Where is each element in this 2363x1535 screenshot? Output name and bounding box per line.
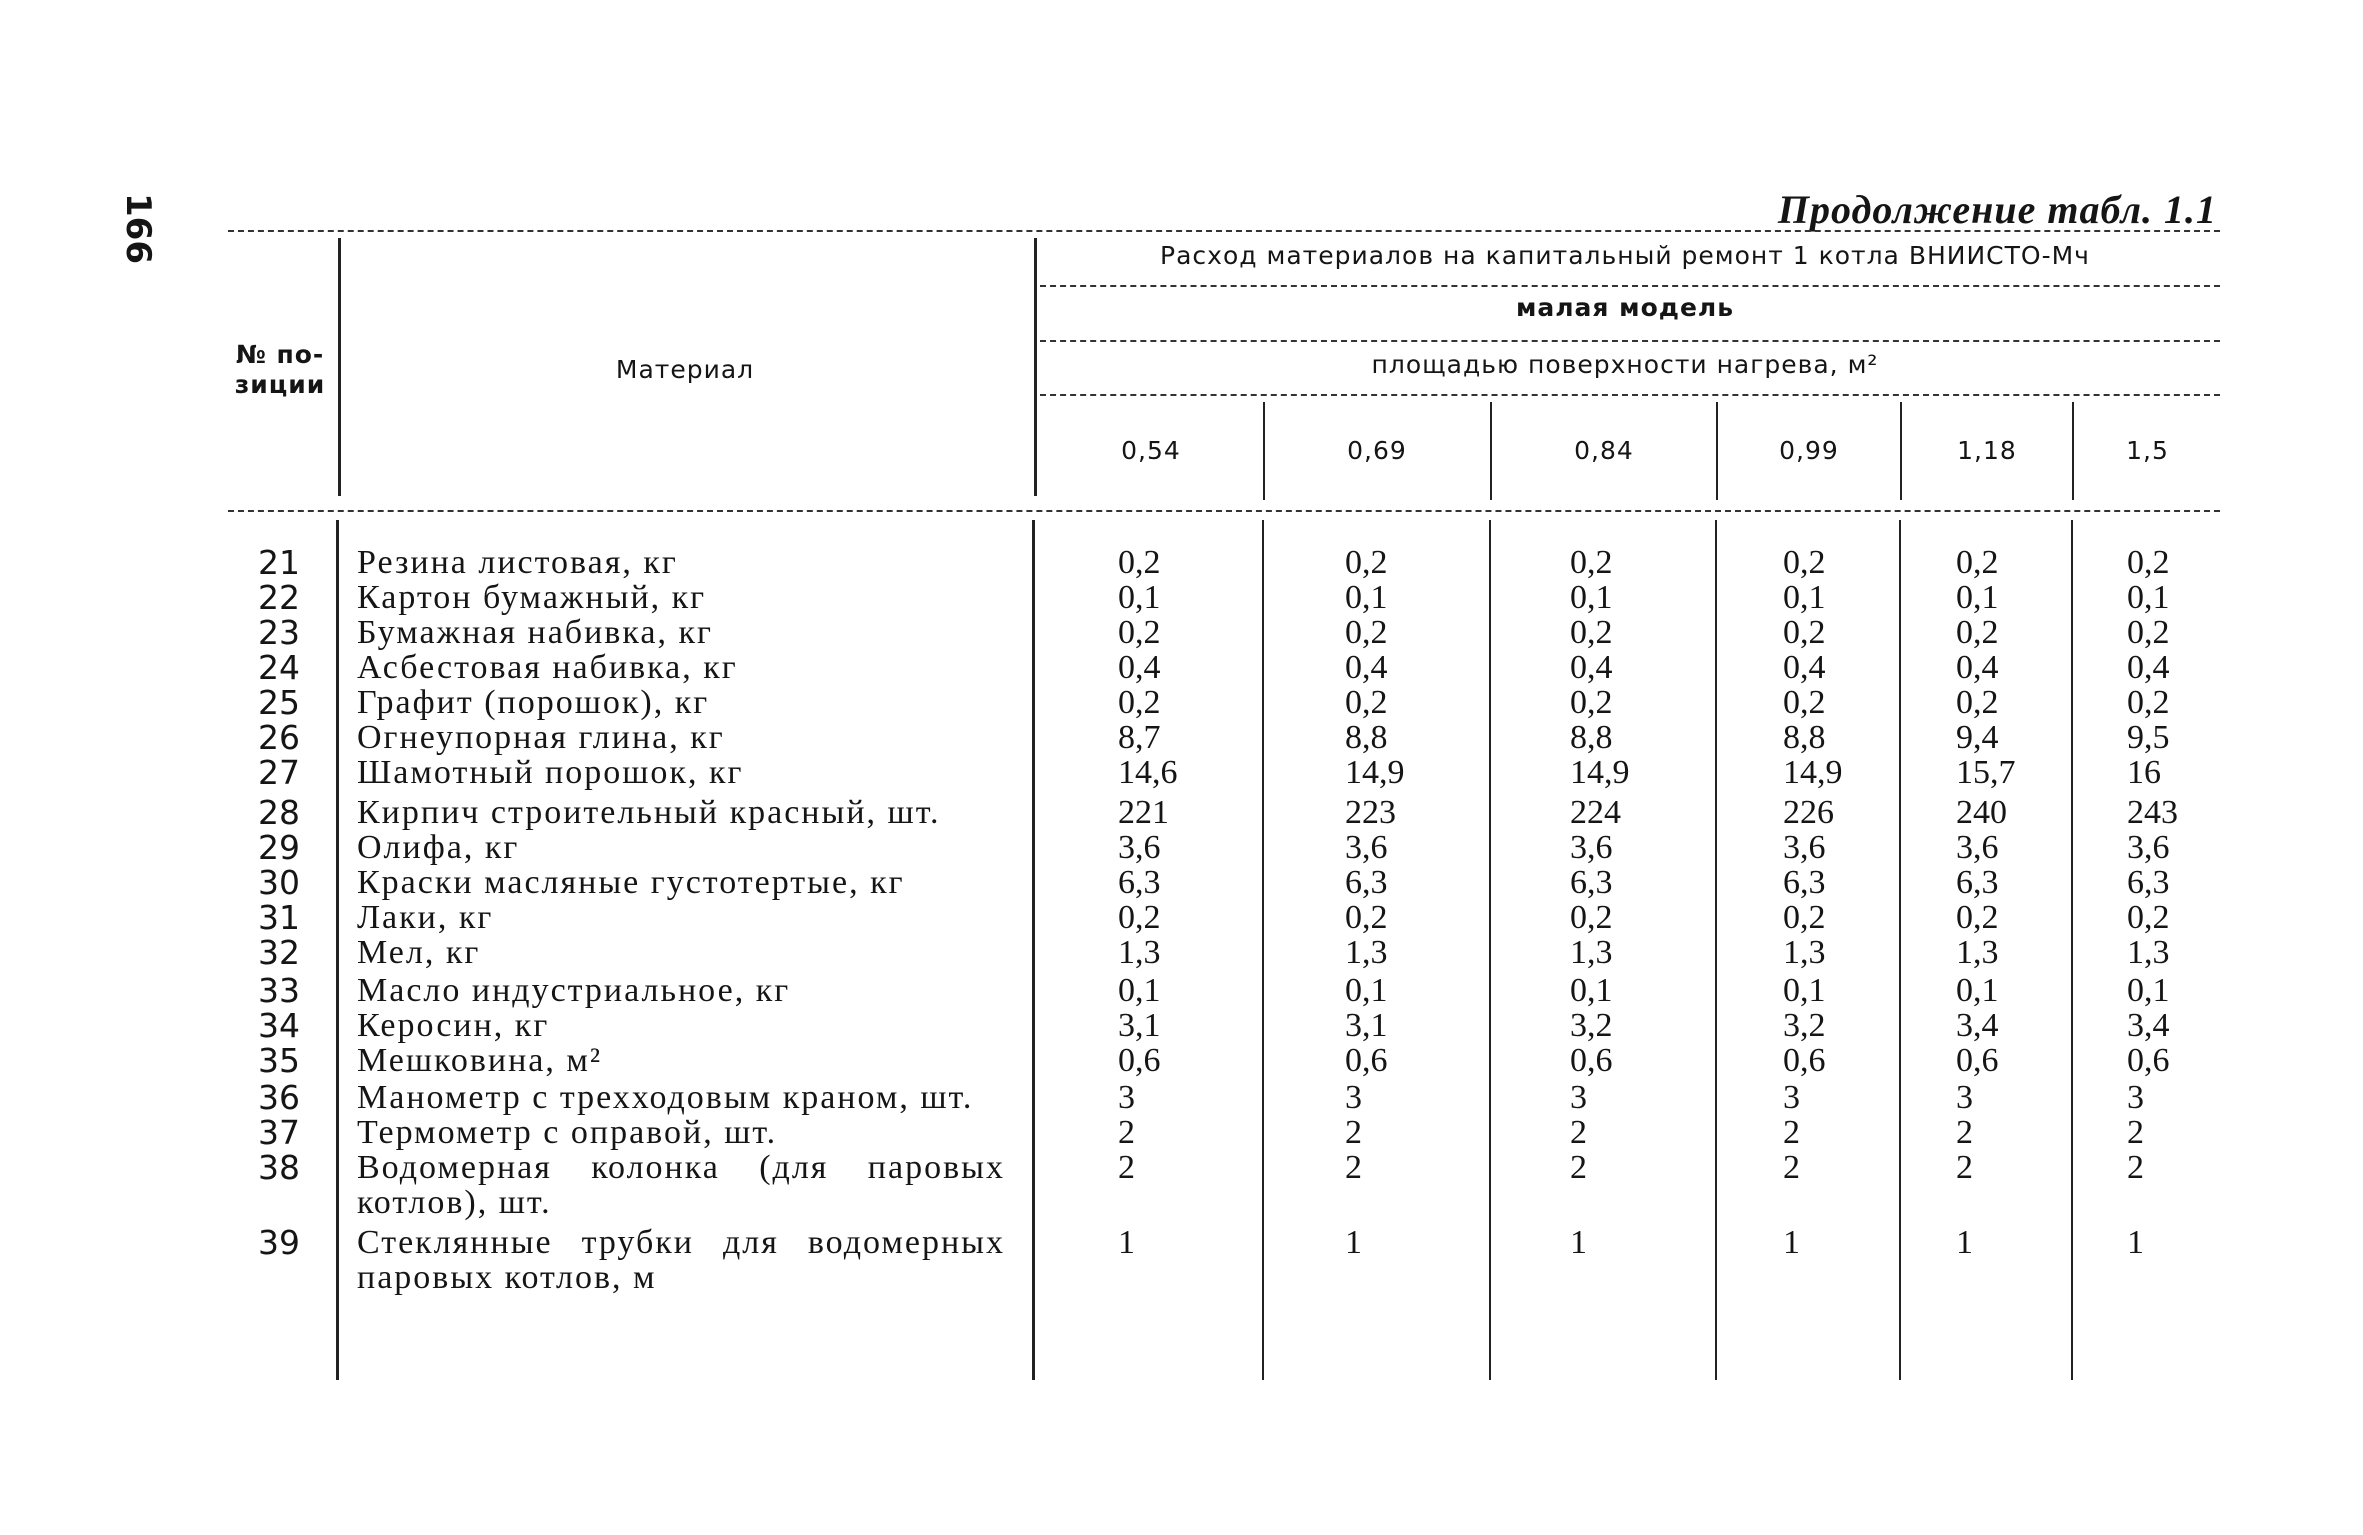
value-cell: 1: [1570, 1224, 1587, 1261]
material-name: Огнеупорная глина, кг: [357, 719, 725, 756]
value-cell: 3,1: [1345, 1007, 1388, 1044]
value-cell: 3,2: [1783, 1007, 1826, 1044]
value-cell: 6,3: [1570, 864, 1613, 901]
value-cell: 0,1: [1956, 972, 1999, 1009]
col-divider-4: [1490, 402, 1492, 500]
value-cell: 0,2: [1783, 614, 1826, 651]
value-cell: 2: [1783, 1114, 1800, 1151]
value-cell: 8,8: [1783, 719, 1826, 756]
value-cell: 2: [1345, 1149, 1362, 1186]
position-number: 28: [258, 793, 300, 832]
value-cell: 3: [1118, 1079, 1135, 1116]
value-cell: 0,1: [1783, 972, 1826, 1009]
value-cell: 1,3: [1783, 934, 1826, 971]
value-cell: 0,2: [2127, 899, 2170, 936]
material-name: Водомерная колонка (для паровых котлов), шт.: [357, 1149, 1005, 1221]
position-number: 39: [258, 1223, 300, 1262]
value-cell: 0,2: [1118, 899, 1161, 936]
material-name: Графит (порошок), кг: [357, 684, 710, 721]
position-number: 38: [258, 1148, 300, 1187]
position-number: 32: [258, 933, 300, 972]
value-cell: 3,6: [1118, 829, 1161, 866]
value-cell: 0,4: [1783, 649, 1826, 686]
material-name: Шамотный порошок, кг: [357, 754, 744, 791]
value-cell: 8,8: [1345, 719, 1388, 756]
area-column-2: 0,84: [1574, 436, 1634, 465]
value-cell: 0,2: [1570, 684, 1613, 721]
value-cell: 0,2: [2127, 544, 2170, 581]
table-caption: Продолжение табл. 1.1: [1777, 187, 2217, 232]
value-cell: 2: [1570, 1114, 1587, 1151]
material-name: Кирпич строительный красный, шт.: [357, 794, 941, 831]
value-cell: 1,3: [1570, 934, 1613, 971]
value-cell: 0,2: [1345, 544, 1388, 581]
value-cell: 0,1: [2127, 579, 2170, 616]
position-number: 21: [258, 543, 300, 582]
value-cell: 3: [1783, 1079, 1800, 1116]
col-divider-1-body: [336, 520, 339, 1380]
value-cell: 9,5: [2127, 719, 2170, 756]
value-cell: 240: [1956, 794, 2007, 831]
value-cell: 1,3: [2127, 934, 2170, 971]
value-cell: 0,2: [1956, 544, 1999, 581]
value-cell: 0,1: [1570, 579, 1613, 616]
value-cell: 0,1: [2127, 972, 2170, 1009]
value-cell: 0,2: [1570, 544, 1613, 581]
value-cell: 1: [2127, 1224, 2144, 1261]
material-name: Мел, кг: [357, 934, 481, 971]
value-cell: 3,2: [1570, 1007, 1613, 1044]
value-cell: 1: [1956, 1224, 1973, 1261]
material-name: Манометр с трехходовым краном, шт.: [357, 1079, 974, 1116]
value-cell: 0,4: [1570, 649, 1613, 686]
value-cell: 1: [1345, 1224, 1362, 1261]
material-name: Керосин, кг: [357, 1007, 550, 1044]
value-cell: 0,2: [1118, 614, 1161, 651]
value-cell: 226: [1783, 794, 1834, 831]
value-cell: 8,8: [1570, 719, 1613, 756]
col-divider-7: [2072, 402, 2074, 500]
material-name: Резина листовая, кг: [357, 544, 678, 581]
value-cell: 243: [2127, 794, 2178, 831]
material-name: Стеклянные трубки для водомерных паровых котлов, м: [357, 1224, 1005, 1296]
value-cell: 0,2: [1570, 614, 1613, 651]
value-cell: 0,6: [1570, 1042, 1613, 1079]
material-name: Лаки, кг: [357, 899, 494, 936]
value-cell: 0,2: [2127, 684, 2170, 721]
value-cell: 16: [2127, 754, 2161, 791]
value-cell: 14,9: [1570, 754, 1630, 791]
value-cell: 0,6: [1956, 1042, 1999, 1079]
area-column-3: 0,99: [1779, 436, 1839, 465]
value-cell: 0,4: [1118, 649, 1161, 686]
material-name: Мешковина, м²: [357, 1042, 603, 1079]
value-cell: 6,3: [2127, 864, 2170, 901]
rule-top: [228, 230, 2220, 232]
rule-band3: [1040, 394, 2220, 396]
col-divider-7-body: [2071, 520, 2073, 1380]
value-cell: 0,1: [1956, 579, 1999, 616]
value-cell: 0,2: [1118, 544, 1161, 581]
col-divider-3: [1263, 402, 1265, 500]
value-cell: 2: [1783, 1149, 1800, 1186]
value-cell: 3: [1570, 1079, 1587, 1116]
position-number: 36: [258, 1078, 300, 1117]
value-cell: 223: [1345, 794, 1396, 831]
value-cell: 3,6: [1956, 829, 1999, 866]
value-cell: 0,2: [1118, 684, 1161, 721]
value-cell: 0,2: [2127, 614, 2170, 651]
value-cell: 6,3: [1118, 864, 1161, 901]
value-cell: 1: [1783, 1224, 1800, 1261]
position-number: 26: [258, 718, 300, 757]
value-cell: 2: [2127, 1114, 2144, 1151]
area-column-1: 0,69: [1347, 436, 1407, 465]
value-cell: 0,2: [1783, 684, 1826, 721]
value-cell: 0,2: [1956, 899, 1999, 936]
value-cell: 3,6: [2127, 829, 2170, 866]
consumption-header: Расход материалов на капитальный ремонт 1 котла ВНИИСТО-Мч: [1160, 241, 2090, 270]
material-name: Краски масляные густотертые, кг: [357, 864, 905, 901]
value-cell: 0,2: [1345, 899, 1388, 936]
area-column-5: 1,5: [2126, 436, 2169, 465]
value-cell: 0,2: [1345, 614, 1388, 651]
col-divider-5-body: [1715, 520, 1717, 1380]
value-cell: 2: [1118, 1149, 1135, 1186]
value-cell: 0,1: [1118, 972, 1161, 1009]
value-cell: 0,6: [1783, 1042, 1826, 1079]
value-cell: 0,4: [1956, 649, 1999, 686]
position-number: 29: [258, 828, 300, 867]
value-cell: 0,6: [1345, 1042, 1388, 1079]
rule-header-bottom: [228, 510, 2220, 512]
value-cell: 6,3: [1345, 864, 1388, 901]
position-number: 31: [258, 898, 300, 937]
value-cell: 0,2: [1783, 899, 1826, 936]
value-cell: 2: [1956, 1149, 1973, 1186]
area-header: площадью поверхности нагрева, м²: [1371, 350, 1879, 379]
material-name: Масло индустриальное, кг: [357, 972, 791, 1009]
position-header: № по-зиции: [234, 340, 326, 399]
value-cell: 0,1: [1570, 972, 1613, 1009]
position-number: 33: [258, 971, 300, 1010]
value-cell: 8,7: [1118, 719, 1161, 756]
value-cell: 3: [1345, 1079, 1362, 1116]
rule-band1: [1040, 285, 2220, 287]
value-cell: 2: [1570, 1149, 1587, 1186]
value-cell: 2: [1118, 1114, 1135, 1151]
material-name: Асбестовая набивка, кг: [357, 649, 738, 686]
value-cell: 6,3: [1783, 864, 1826, 901]
position-number: 22: [258, 578, 300, 617]
value-cell: 0,2: [1570, 899, 1613, 936]
value-cell: 14,9: [1345, 754, 1405, 791]
value-cell: 0,4: [1345, 649, 1388, 686]
value-cell: 0,2: [1956, 684, 1999, 721]
position-number: 24: [258, 648, 300, 687]
value-cell: 0,1: [1345, 579, 1388, 616]
rule-band2: [1040, 340, 2220, 342]
area-column-0: 0,54: [1121, 436, 1181, 465]
value-cell: 2: [2127, 1149, 2144, 1186]
material-name: Бумажная набивка, кг: [357, 614, 713, 651]
value-cell: 224: [1570, 794, 1621, 831]
value-cell: 0,1: [1783, 579, 1826, 616]
col-divider-4-body: [1489, 520, 1491, 1380]
model-header: малая модель: [1515, 293, 1735, 322]
value-cell: 0,2: [1345, 684, 1388, 721]
col-divider-6-body: [1899, 520, 1901, 1380]
value-cell: 3,4: [2127, 1007, 2170, 1044]
value-cell: 14,6: [1118, 754, 1178, 791]
value-cell: 3: [2127, 1079, 2144, 1116]
position-number: 34: [258, 1006, 300, 1045]
value-cell: 1: [1118, 1224, 1135, 1261]
value-cell: 0,6: [2127, 1042, 2170, 1079]
value-cell: 1,3: [1345, 934, 1388, 971]
value-cell: 2: [1956, 1114, 1973, 1151]
value-cell: 15,7: [1956, 754, 2016, 791]
position-number: 23: [258, 613, 300, 652]
page-number: 166: [118, 193, 158, 264]
value-cell: 3: [1956, 1079, 1973, 1116]
position-number: 37: [258, 1113, 300, 1152]
material-name: Термометр с оправой, шт.: [357, 1114, 778, 1151]
value-cell: 3,6: [1345, 829, 1388, 866]
position-number: 25: [258, 683, 300, 722]
value-cell: 9,4: [1956, 719, 1999, 756]
value-cell: 221: [1118, 794, 1169, 831]
value-cell: 0,2: [1783, 544, 1826, 581]
value-cell: 3,4: [1956, 1007, 1999, 1044]
value-cell: 0,1: [1345, 972, 1388, 1009]
material-name: Картон бумажный, кг: [357, 579, 707, 616]
value-cell: 14,9: [1783, 754, 1843, 791]
value-cell: 3,1: [1118, 1007, 1161, 1044]
value-cell: 1,3: [1956, 934, 1999, 971]
material-name: Олифа, кг: [357, 829, 520, 866]
position-number: 30: [258, 863, 300, 902]
position-number: 27: [258, 753, 300, 792]
value-cell: 0,4: [2127, 649, 2170, 686]
value-cell: 0,6: [1118, 1042, 1161, 1079]
value-cell: 3,6: [1783, 829, 1826, 866]
value-cell: 6,3: [1956, 864, 1999, 901]
value-cell: 0,1: [1118, 579, 1161, 616]
col-divider-3-body: [1262, 520, 1264, 1380]
position-number: 35: [258, 1041, 300, 1080]
value-cell: 2: [1345, 1114, 1362, 1151]
value-cell: 1,3: [1118, 934, 1161, 971]
col-divider-5: [1716, 402, 1718, 500]
value-cell: 0,2: [1956, 614, 1999, 651]
area-column-4: 1,18: [1957, 436, 2017, 465]
col-divider-2-body: [1032, 520, 1035, 1380]
value-cell: 3,6: [1570, 829, 1613, 866]
col-divider-6: [1900, 402, 1902, 500]
material-header: Материал: [615, 355, 755, 384]
